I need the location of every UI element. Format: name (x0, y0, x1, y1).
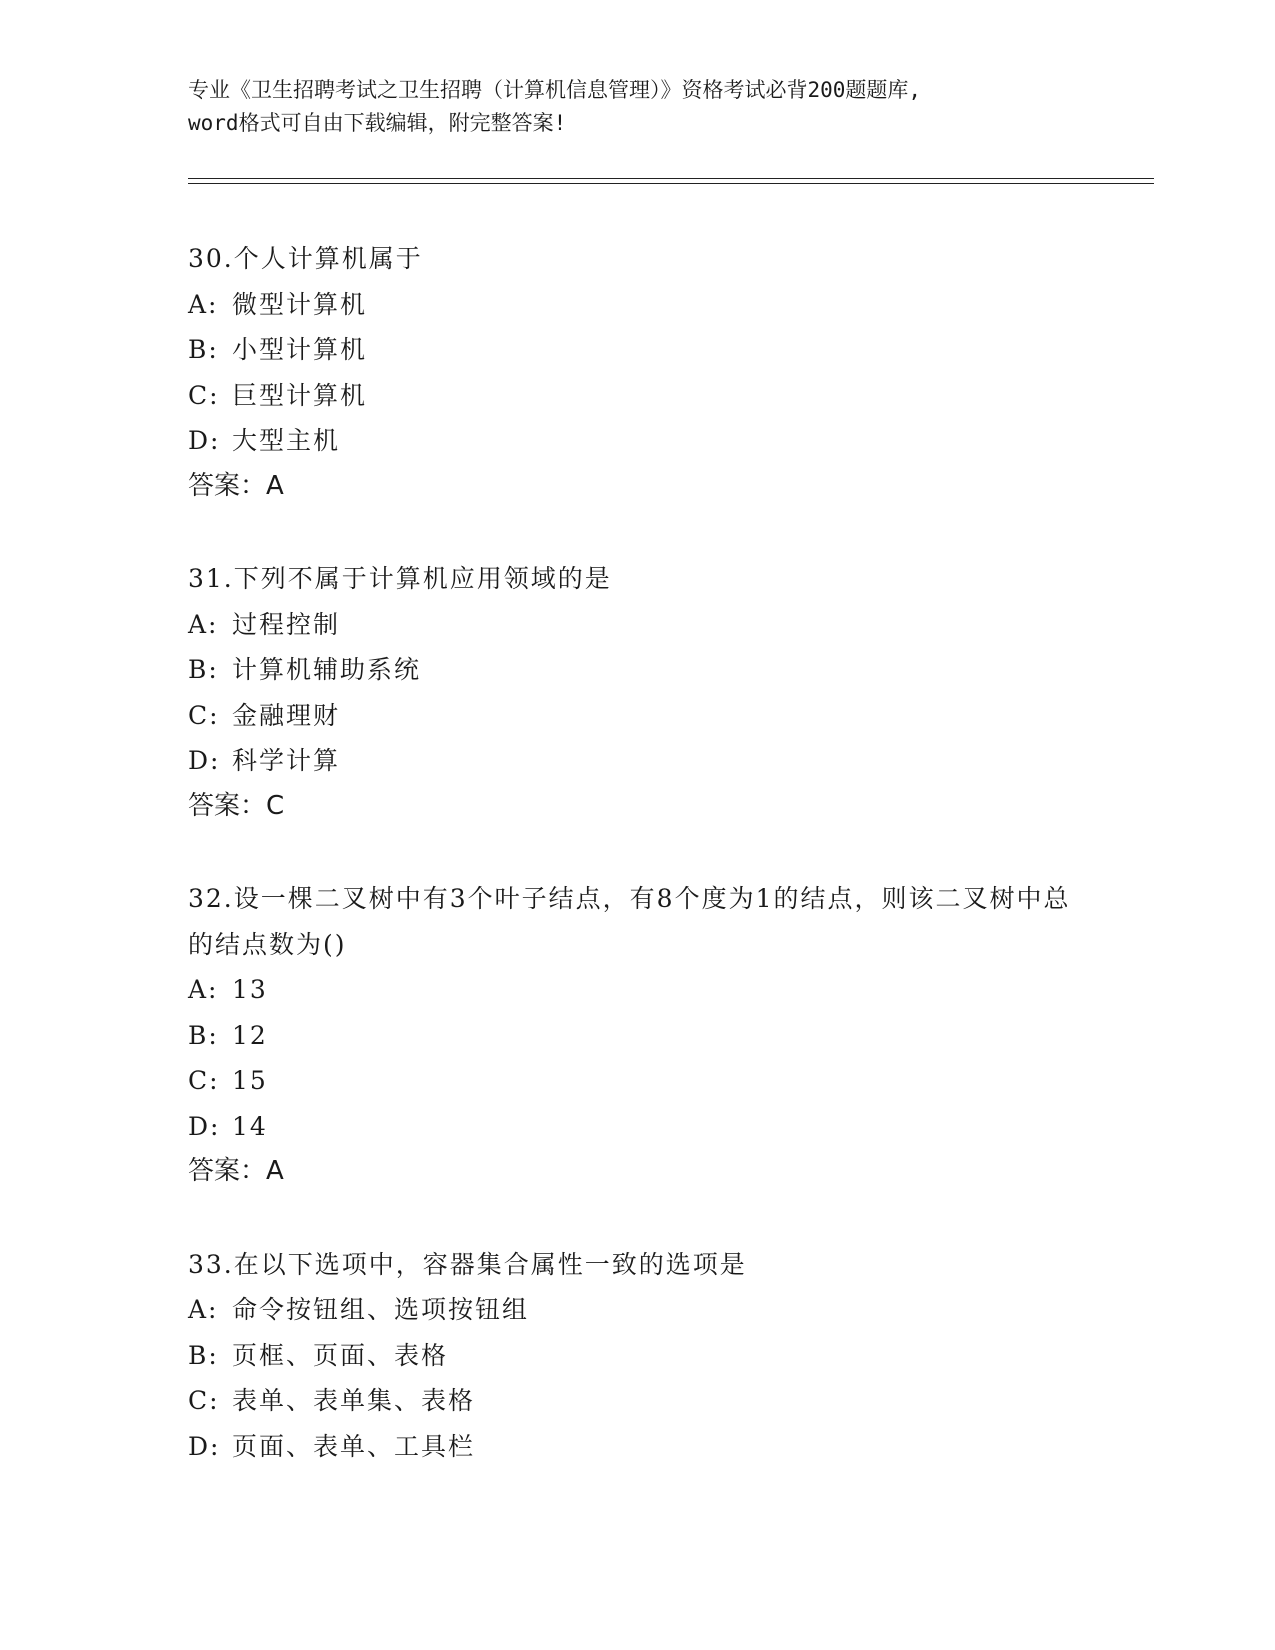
option-text: 科学计算 (232, 746, 341, 775)
question-stem: 30.个人计算机属于 (188, 244, 423, 273)
option-b (188, 327, 1088, 373)
option-text: 过程控制 (232, 609, 341, 639)
option-b (188, 1013, 1088, 1059)
option-key: A: (188, 975, 219, 1004)
option-text: 12 (232, 1020, 268, 1050)
option-d (188, 1424, 1088, 1470)
option-a (188, 282, 1088, 328)
option-c (188, 1378, 1088, 1424)
option-d (188, 418, 1088, 464)
option-text: 金融理财 (232, 700, 341, 730)
option-key: B: (188, 335, 219, 364)
document-header (188, 74, 1108, 140)
option-text: 巨型计算机 (232, 380, 368, 410)
option-a (188, 602, 1088, 648)
header-title-line-2: word格式可自由下载编辑，附完整答案! (188, 111, 567, 135)
option-key: C: (188, 1066, 220, 1095)
option-text: 计算机辅助系统 (232, 655, 422, 684)
option-key: B: (188, 1340, 219, 1370)
option-text: 大型主机 (232, 426, 341, 455)
option-text: 15 (232, 1066, 268, 1095)
option-key: A: (188, 609, 219, 639)
question-stem: 31.下列不属于计算机应用领域的是 (188, 564, 612, 593)
option-key: C: (188, 700, 220, 730)
option-key: A: (188, 1295, 219, 1324)
option-text: 微型计算机 (232, 289, 368, 319)
option-text: 小型计算机 (232, 335, 368, 364)
option-a (188, 967, 1088, 1013)
option-text: 页框、页面、表格 (232, 1340, 449, 1370)
option-key: D: (188, 746, 221, 775)
question-list (188, 236, 1088, 1516)
answer-line: 答案：A (188, 470, 284, 501)
option-b (188, 1333, 1088, 1379)
option-key: A: (188, 289, 219, 319)
option-key: B: (188, 1020, 219, 1050)
option-key: D: (188, 426, 221, 455)
option-key: B: (188, 655, 219, 684)
answer-line: 答案：C (188, 790, 285, 821)
question-32 (188, 876, 1088, 1195)
option-c (188, 1058, 1088, 1104)
question-31 (188, 556, 1088, 829)
header-title-line-1: 专业《卫生招聘考试之卫生招聘（计算机信息管理）》资格考试必背200题题库, (188, 78, 922, 102)
header-divider-bottom (188, 183, 1154, 184)
option-key: D: (188, 1431, 221, 1461)
question-stem: 33.在以下选项中，容器集合属性一致的选项是 (188, 1249, 747, 1279)
option-text: 14 (232, 1111, 268, 1141)
option-a (188, 1287, 1088, 1333)
answer-line: 答案：A (188, 1156, 284, 1186)
option-c (188, 693, 1088, 739)
option-d (188, 1104, 1088, 1150)
question-33 (188, 1242, 1088, 1470)
option-text: 命令按钮组、选项按钮组 (232, 1295, 530, 1324)
option-text: 页面、表单、工具栏 (232, 1431, 476, 1461)
question-30 (188, 236, 1088, 509)
option-key: C: (188, 380, 220, 410)
option-text: 13 (232, 975, 268, 1004)
header-divider-top (188, 178, 1154, 179)
option-b (188, 647, 1088, 693)
question-stem: 32.设一棵二叉树中有3个叶子结点，有8个度为1的结点，则该二叉树中总的结点数为() (188, 884, 1071, 959)
option-key: C: (188, 1386, 220, 1415)
option-text: 表单、表单集、表格 (232, 1386, 476, 1415)
option-key: D: (188, 1111, 221, 1141)
option-d (188, 738, 1088, 784)
option-c (188, 373, 1088, 419)
